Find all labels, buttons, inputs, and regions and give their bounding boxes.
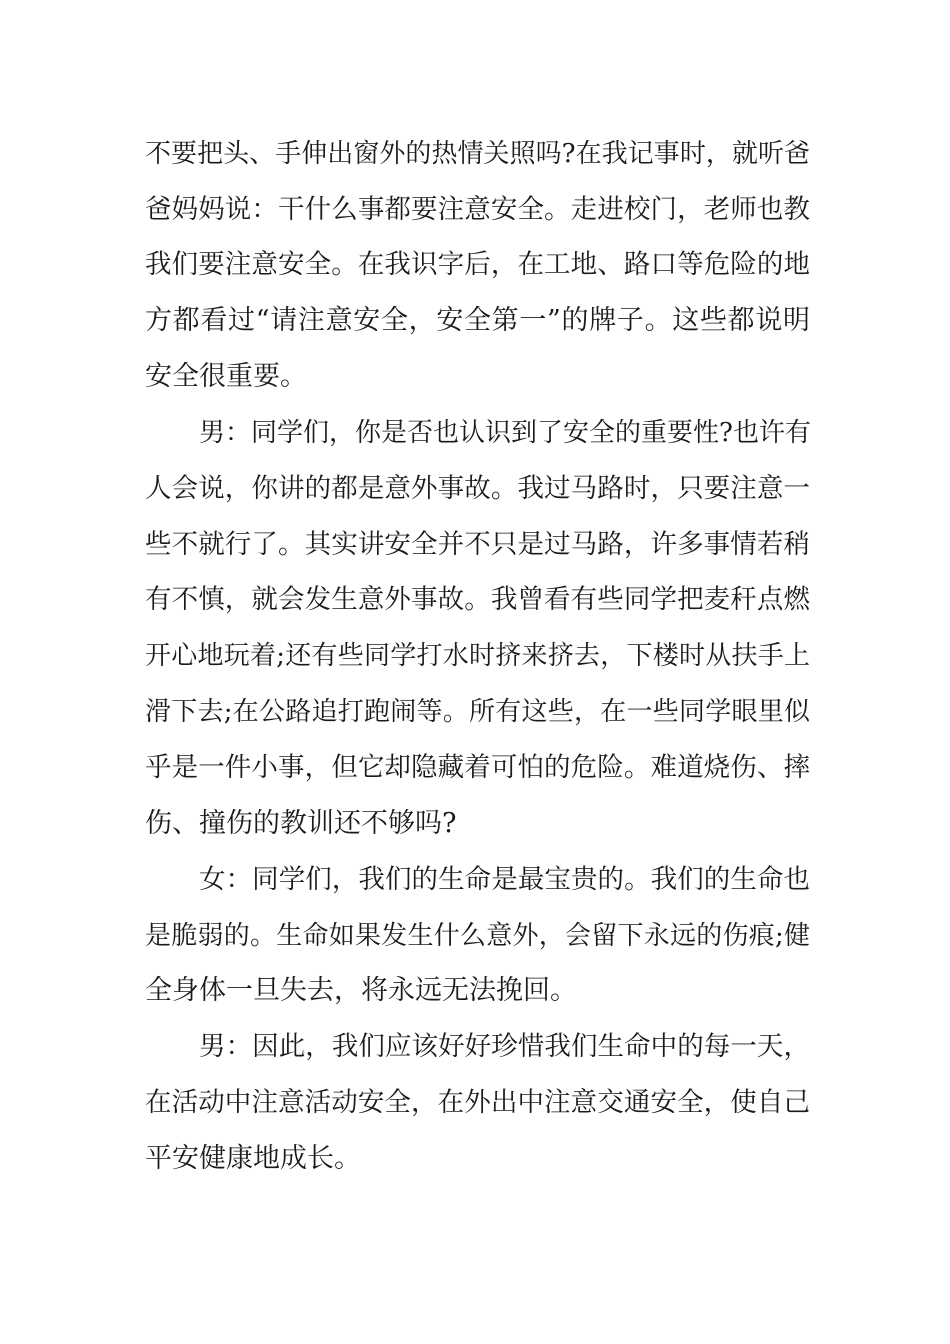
text-line: 开心地玩着;还有些同学打水时挤来挤去，下楼时从扶手上 (145, 641, 810, 671)
text-line: 乎是一件小事，但它却隐藏着可怕的危险。难道烧伤、摔 (145, 752, 810, 783)
text-line: 全身体一旦失去，将永远无法挽回。 (145, 975, 577, 1006)
text-line: 滑下去;在公路追打跑闹等。所有这些，在一些同学眼里似 (145, 697, 810, 727)
text-line: 人会说，你讲的都是意外事故。我过马路时，只要注意一 (145, 473, 810, 504)
text-line: 男：同学们，你是否也认识到了安全的重要性?也许有 (199, 418, 811, 448)
text-line: 在活动中注意活动安全，在外出中注意交通安全，使自己 (145, 1087, 810, 1118)
text-line: 平安健康地成长。 (145, 1143, 361, 1174)
text-line: 是脆弱的。生命如果发生什么意外，会留下永远的伤痕;健 (145, 921, 810, 951)
text-line: 些不就行了。其实讲安全并不只是过马路，许多事情若稍 (145, 529, 810, 560)
text-line: 有不慎，就会发生意外事故。我曾看有些同学把麦秆点燃 (145, 584, 810, 615)
text-line: 我们要注意安全。在我识字后，在工地、路口等危险的地 (145, 249, 810, 280)
text-line: 伤、撞伤的教训还不够吗? (145, 808, 457, 839)
text-line: 男：因此，我们应该好好珍惜我们生命中的每一天， (199, 1031, 810, 1062)
text-line: 方都看过“请注意安全，安全第一”的牌子。这些都说明 (145, 305, 810, 336)
text-line: 爸妈妈说：干什么事都要注意安全。走进校门，老师也教 (145, 194, 810, 225)
text-line: 安全很重要。 (145, 361, 307, 392)
text-line: 女：同学们，我们的生命是最宝贵的。我们的生命也 (199, 864, 810, 895)
text-line: 不要把头、手伸出窗外的热情关照吗?在我记事时，就听爸 (145, 139, 810, 169)
